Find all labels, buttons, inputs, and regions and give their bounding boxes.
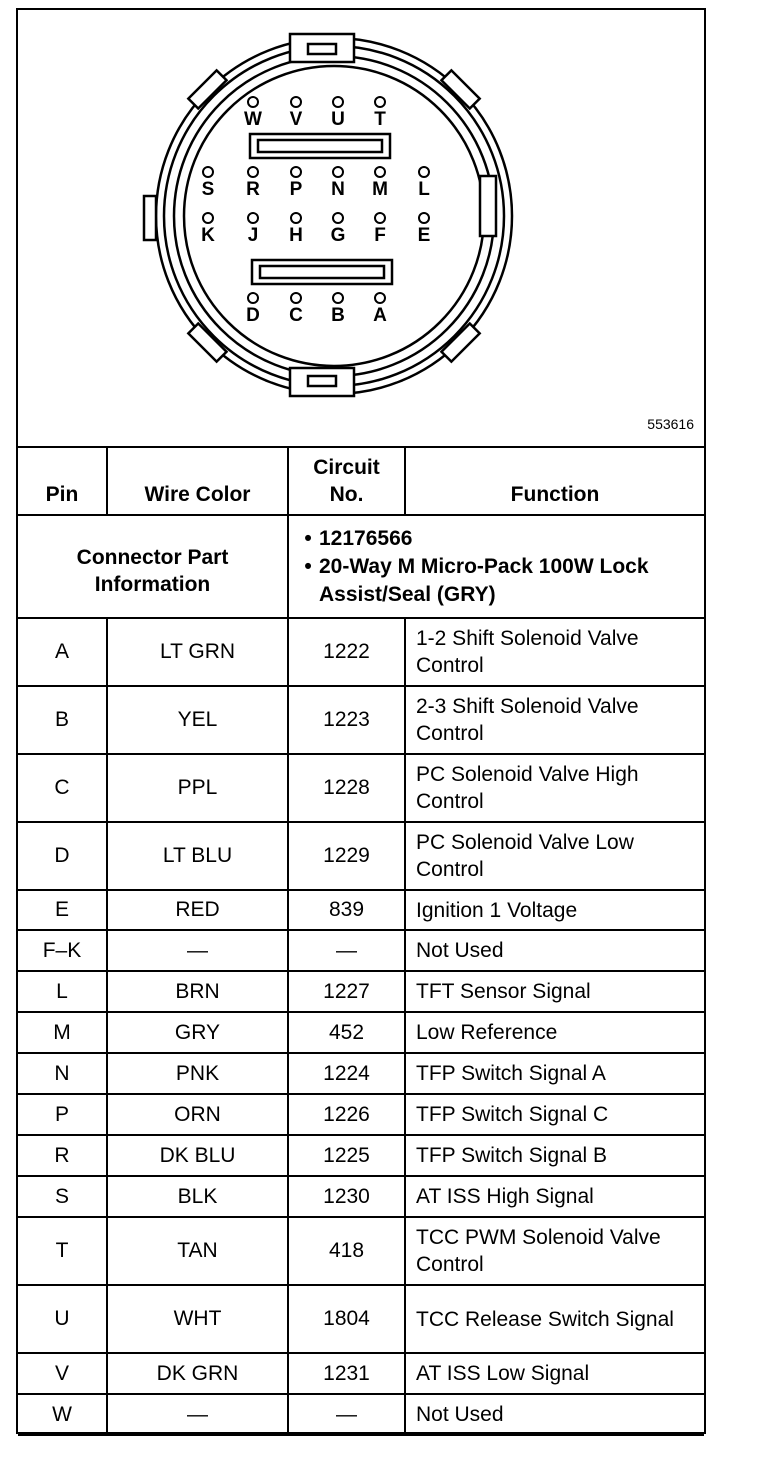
wire-color-cell: DK GRN (107, 1353, 288, 1394)
pin-hole-icon (248, 293, 258, 303)
circuit-cell: 1224 (288, 1053, 405, 1094)
connector-info-row (18, 515, 704, 618)
function-cell: TCC PWM Solenoid Valve Control (405, 1217, 704, 1285)
pin-label: V (289, 109, 303, 130)
pin-cell: B (18, 686, 107, 754)
function-cell: TCC Release Switch Signal (405, 1285, 704, 1353)
circuit-cell: 1222 (288, 618, 405, 686)
function-cell: Not Used (405, 1394, 704, 1435)
header-circuit-no (288, 447, 405, 515)
pin-hole-icon (203, 213, 213, 223)
pin-cell: L (18, 971, 107, 1012)
function-cell: 2-3 Shift Solenoid Valve Control (405, 686, 704, 754)
pin-cell: V (18, 1353, 107, 1394)
function-cell: Low Reference (405, 1012, 704, 1053)
pin-hole-icon (333, 293, 343, 303)
connector-sheet (16, 8, 706, 1434)
wire-color-cell: BRN (107, 971, 288, 1012)
table-row (18, 1135, 704, 1176)
table-row (18, 754, 704, 822)
pin-hole-icon (375, 293, 385, 303)
table-row (18, 1285, 704, 1353)
circuit-cell: 839 (288, 890, 405, 930)
pin-hole-icon (419, 167, 429, 177)
pin-hole-icon (375, 213, 385, 223)
pin-label: K (201, 225, 215, 246)
pin-cell: E (18, 890, 107, 930)
wire-color-cell: — (107, 1394, 288, 1435)
header-function: Function (405, 447, 704, 515)
circuit-cell: 1804 (288, 1285, 405, 1353)
table-row (18, 1217, 704, 1285)
wire-color-cell: ORN (107, 1094, 288, 1135)
pin-cell: W (18, 1394, 107, 1435)
function-cell: 1-2 Shift Solenoid Valve Control (405, 618, 704, 686)
wire-color-cell: WHT (107, 1285, 288, 1353)
pin-label: H (289, 225, 303, 246)
table-row (18, 1053, 704, 1094)
pin-label: T (374, 109, 386, 130)
table-row (18, 1394, 704, 1435)
table-row (18, 971, 704, 1012)
circuit-cell: 452 (288, 1012, 405, 1053)
pin-label: L (418, 179, 430, 200)
wire-color-cell: PPL (107, 754, 288, 822)
pin-label: F (374, 225, 386, 246)
pin-hole-icon (248, 97, 258, 107)
connector-face-svg (18, 10, 704, 446)
wire-color-cell: LT GRN (107, 618, 288, 686)
part-number: 12176566 (319, 526, 413, 550)
pin-label: M (372, 179, 388, 200)
pin-hole-icon (248, 167, 258, 177)
wire-color-cell: RED (107, 890, 288, 930)
pin-hole-icon (333, 213, 343, 223)
pin-label: E (417, 225, 431, 246)
pin-cell: F–K (18, 930, 107, 971)
wire-color-cell: LT BLU (107, 822, 288, 890)
wire-color-cell: GRY (107, 1012, 288, 1053)
pin-label: J (247, 225, 259, 246)
pin-hole-icon (333, 97, 343, 107)
table-row (18, 1094, 704, 1135)
circuit-cell: 418 (288, 1217, 405, 1285)
pin-hole-icon (291, 213, 301, 223)
table-row (18, 618, 704, 686)
connector-info-label-text: Connector Part Information (76, 545, 229, 596)
pin-hole-icon (291, 167, 301, 177)
function-cell: PC Solenoid Valve High Control (405, 754, 704, 822)
bullet-icon: • (304, 554, 312, 578)
function-cell: PC Solenoid Valve Low Control (405, 822, 704, 890)
pin-label: W (244, 109, 262, 130)
wire-color-cell: — (107, 930, 288, 971)
connector-description: 20-Way M Micro-Pack 100W Lock Assist/Seal (GRY) (319, 554, 649, 606)
bullet-icon: • (304, 526, 312, 550)
function-cell: TFP Switch Signal B (405, 1135, 704, 1176)
pin-cell: D (18, 822, 107, 890)
table-header-row (18, 447, 704, 515)
pin-label: R (246, 179, 260, 200)
header-pin: Pin (18, 447, 107, 515)
pin-label: A (373, 305, 387, 326)
function-cell: AT ISS Low Signal (405, 1353, 704, 1394)
wire-color-cell: DK BLU (107, 1135, 288, 1176)
pin-label: C (289, 305, 303, 326)
figure-id: 553616 (647, 416, 694, 432)
table-row (18, 890, 704, 930)
circuit-cell: — (288, 1394, 405, 1435)
pin-label: N (331, 179, 345, 200)
pin-hole-icon (291, 97, 301, 107)
header-circuit-no-text: Circuit No. (313, 456, 380, 506)
pin-labels (201, 109, 430, 326)
pin-label: U (331, 109, 345, 130)
circuit-cell: 1228 (288, 754, 405, 822)
pin-hole-icon (248, 213, 258, 223)
table-row (18, 822, 704, 890)
circuit-cell: 1230 (288, 1176, 405, 1217)
pinout-table (18, 446, 704, 1436)
pin-label: D (246, 305, 260, 326)
circuit-cell: 1226 (288, 1094, 405, 1135)
circuit-cell: 1231 (288, 1353, 405, 1394)
circuit-cell: 1225 (288, 1135, 405, 1176)
function-cell: TFP Switch Signal A (405, 1053, 704, 1094)
connector-info-label (18, 515, 288, 618)
pin-cell: T (18, 1217, 107, 1285)
pin-hole-icon (419, 213, 429, 223)
pin-label: P (289, 179, 303, 200)
pin-cell: S (18, 1176, 107, 1217)
wire-color-cell: BLK (107, 1176, 288, 1217)
pin-cell: R (18, 1135, 107, 1176)
wire-color-cell: TAN (107, 1217, 288, 1285)
pin-cell: P (18, 1094, 107, 1135)
pin-cell: C (18, 754, 107, 822)
circuit-cell: 1227 (288, 971, 405, 1012)
header-wire-color: Wire Color (107, 447, 288, 515)
wire-color-cell: PNK (107, 1053, 288, 1094)
pin-hole-icon (291, 293, 301, 303)
pin-cell: A (18, 618, 107, 686)
pin-cell: M (18, 1012, 107, 1053)
pin-cell: N (18, 1053, 107, 1094)
circuit-cell: 1223 (288, 686, 405, 754)
pin-hole-icon (203, 167, 213, 177)
table-row (18, 1353, 704, 1394)
function-cell: AT ISS High Signal (405, 1176, 704, 1217)
pin-hole-icon (375, 167, 385, 177)
pin-hole-icon (333, 167, 343, 177)
circuit-cell: — (288, 930, 405, 971)
table-row (18, 1012, 704, 1053)
function-cell: TFP Switch Signal C (405, 1094, 704, 1135)
connector-face-diagram (18, 10, 704, 448)
pin-holes (203, 97, 429, 303)
table-row (18, 686, 704, 754)
connector-info-values (288, 515, 704, 618)
pin-cell: U (18, 1285, 107, 1353)
function-cell: TFT Sensor Signal (405, 971, 704, 1012)
circuit-cell: 1229 (288, 822, 405, 890)
pinout-rows (18, 618, 704, 1435)
pin-label: B (331, 305, 345, 326)
pin-hole-icon (375, 97, 385, 107)
function-cell: Not Used (405, 930, 704, 971)
pin-label: G (330, 225, 346, 246)
wire-color-cell: YEL (107, 686, 288, 754)
pin-label: S (201, 179, 215, 200)
table-row (18, 930, 704, 971)
table-row (18, 1176, 704, 1217)
function-cell: Ignition 1 Voltage (405, 890, 704, 930)
